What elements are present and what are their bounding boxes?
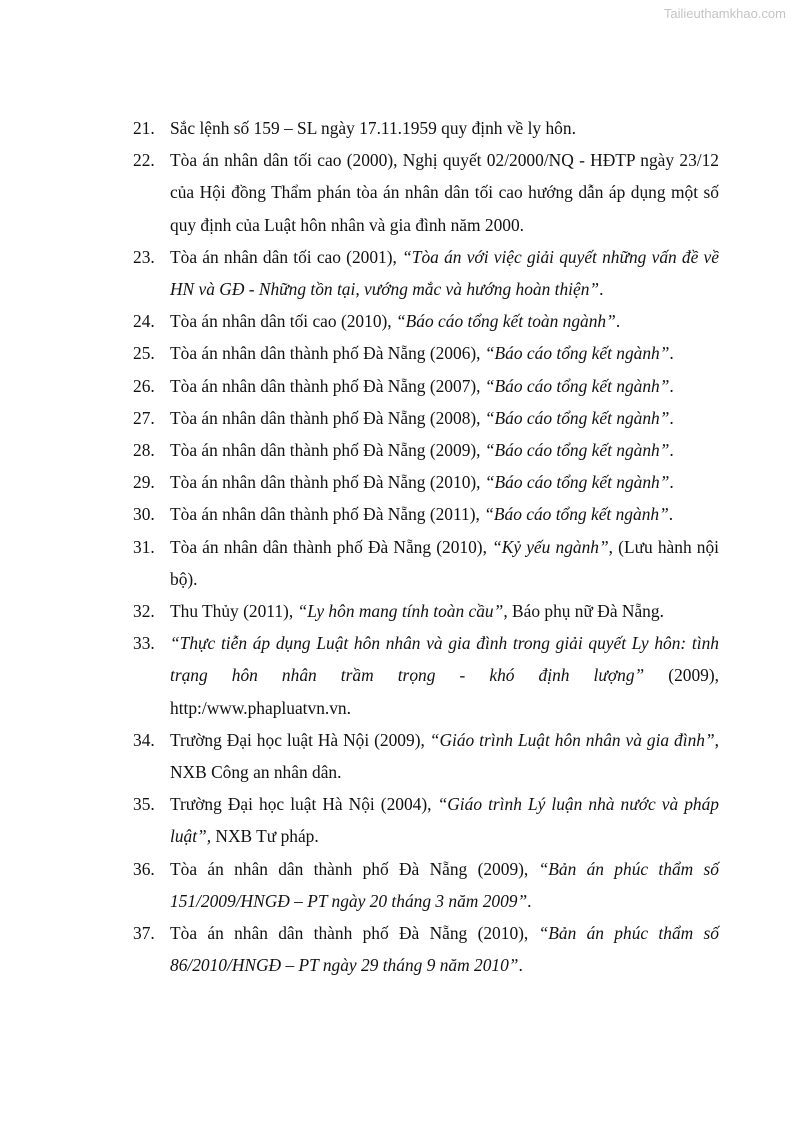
reference-item [133, 305, 719, 337]
reference-number: 25. [133, 343, 155, 364]
reference-suffix: , NXB Công an nhân dân. [170, 729, 719, 783]
reference-list [133, 112, 719, 981]
reference-title: “Ly hôn mang tính toàn cầu” [297, 601, 504, 622]
reference-number: 26. [133, 375, 155, 396]
watermark: Tailieuthamkhao.com [663, 6, 786, 21]
reference-number: 28. [133, 440, 155, 461]
reference-text: Thu Thủy (2011), [170, 601, 298, 622]
reference-number: 36. [133, 858, 155, 879]
reference-title: “Báo cáo tổng kết toàn ngành” [396, 311, 616, 332]
reference-number: 33. [133, 633, 155, 654]
reference-title: “Tòa án với việc giải quyết những vấn đề về HN và GĐ - Những tồn tại, vướng mắc và hướng hoàn thiện” [170, 246, 719, 300]
reference-title: “Giáo trình Lý luận nhà nước và pháp luật”, [170, 794, 720, 847]
reference-number: 23. [133, 246, 155, 267]
reference-number: 32. [133, 601, 155, 622]
reference-number: 35. [133, 794, 155, 815]
reference-number: 29. [133, 472, 155, 493]
reference-suffix: . [669, 472, 674, 493]
reference-suffix: . [599, 279, 604, 300]
reference-item [133, 627, 719, 724]
reference-text: Tòa án nhân dân thành phố Đà Nẵng (2007), [170, 375, 485, 396]
reference-text: Tòa án nhân dân thành phố Đà Nẵng (2010), [170, 472, 485, 493]
reference-text: Tòa án nhân dân tối cao (2000), Nghị quyết 02/2000/NQ - HĐTP ngày 23/12 của Hội đồng Thẩm phán tòa án nhân dân tối cao hướng dẫn áp dụng một số quy định của Luật hôn nhân và gia đình năm 2000. [170, 150, 719, 235]
reference-number: 21. [133, 118, 155, 138]
reference-item [133, 144, 719, 241]
reference-text: Tòa án nhân dân thành phố Đà Nẵng (2009), [170, 858, 539, 879]
reference-number: 31. [133, 536, 155, 557]
reference-number: 37. [133, 923, 155, 944]
reference-text: Tòa án nhân dân tối cao (2010), [170, 311, 397, 332]
reference-title: “Báo cáo tổng kết ngành” [484, 504, 669, 525]
reference-item [133, 853, 719, 917]
reference-suffix: , Báo phụ nữ Đà Nẵng. [503, 601, 664, 622]
reference-title: “Báo cáo tổng kết ngành” [484, 407, 670, 428]
reference-text: Sắc lệnh số 159 – SL ngày 17.11.1959 quy định về ly hôn. [170, 118, 576, 138]
reference-title: “Báo cáo tổng kết ngành” [484, 375, 670, 396]
reference-item [133, 337, 719, 369]
reference-title: “Giáo trình Luật hôn nhân và gia đình” [429, 729, 715, 750]
reference-text: Tòa án nhân dân thành phố Đà Nẵng (2010), [170, 536, 493, 557]
reference-title: “Bản án phúc thẩm số 151/2009/HNGĐ – PT ngày 20 tháng 3 năm 2009” [170, 858, 719, 911]
reference-suffix: . [669, 440, 674, 461]
reference-suffix: . [518, 955, 523, 976]
reference-title: “Báo cáo tổng kết ngành” [484, 440, 670, 461]
reference-item [133, 370, 719, 402]
reference-item [133, 112, 719, 144]
reference-title: “Thực tiễn áp dụng Luật hôn nhân và gia đình trong giải quyết Ly hôn: tình trạng hôn nhân trầm trọng - khó định lượng” [170, 633, 719, 686]
reference-suffix: . [669, 407, 674, 428]
reference-suffix: . [669, 375, 674, 396]
reference-suffix: , (Lưu hành nội bộ). [170, 536, 720, 589]
reference-item [133, 402, 719, 434]
reference-text: Tòa án nhân dân thành phố Đà Nẵng (2009), [170, 440, 485, 461]
reference-number: 24. [133, 311, 155, 332]
reference-suffix: . [668, 504, 674, 525]
reference-text: Tòa án nhân dân thành phố Đà Nẵng (2006), [170, 343, 485, 364]
reference-item [133, 788, 719, 852]
reference-suffix: . [615, 311, 621, 332]
reference-text: Tòa án nhân dân thành phố Đà Nẵng (2011), [170, 504, 485, 525]
reference-item [133, 917, 719, 981]
reference-title: “Kỷ yếu ngành” [492, 536, 609, 557]
reference-text: Tòa án nhân dân thành phố Đà Nẵng (2008), [170, 407, 485, 428]
reference-suffix: (2009), http:/www.phapluatvn.vn. [170, 665, 719, 718]
reference-suffix: . [527, 890, 532, 911]
reference-item [133, 724, 719, 788]
reference-suffix: NXB Tư pháp. [211, 826, 319, 847]
reference-title: “Báo cáo tổng kết ngành” [484, 343, 670, 364]
reference-text: Trường Đại học luật Hà Nội (2004), [170, 794, 438, 815]
reference-number: 30. [133, 504, 155, 525]
reference-text: Tòa án nhân dân tối cao (2001), [170, 246, 403, 267]
reference-number: 27. [133, 407, 155, 428]
reference-item [133, 531, 719, 595]
reference-text: Trường Đại học luật Hà Nội (2009), [170, 729, 430, 750]
reference-item [133, 498, 719, 530]
reference-number: 34. [133, 729, 155, 750]
reference-item [133, 434, 719, 466]
reference-item [133, 466, 719, 498]
reference-text: Tòa án nhân dân thành phố Đà Nẵng (2010), [170, 923, 539, 944]
reference-title: “Báo cáo tổng kết ngành” [484, 472, 670, 493]
reference-suffix: . [669, 343, 674, 364]
reference-item [133, 595, 719, 627]
reference-title: “Bản án phúc thẩm số 86/2010/HNGĐ – PT ngày 29 tháng 9 năm 2010” [170, 923, 719, 976]
reference-item [133, 241, 719, 305]
reference-number: 22. [133, 150, 155, 171]
